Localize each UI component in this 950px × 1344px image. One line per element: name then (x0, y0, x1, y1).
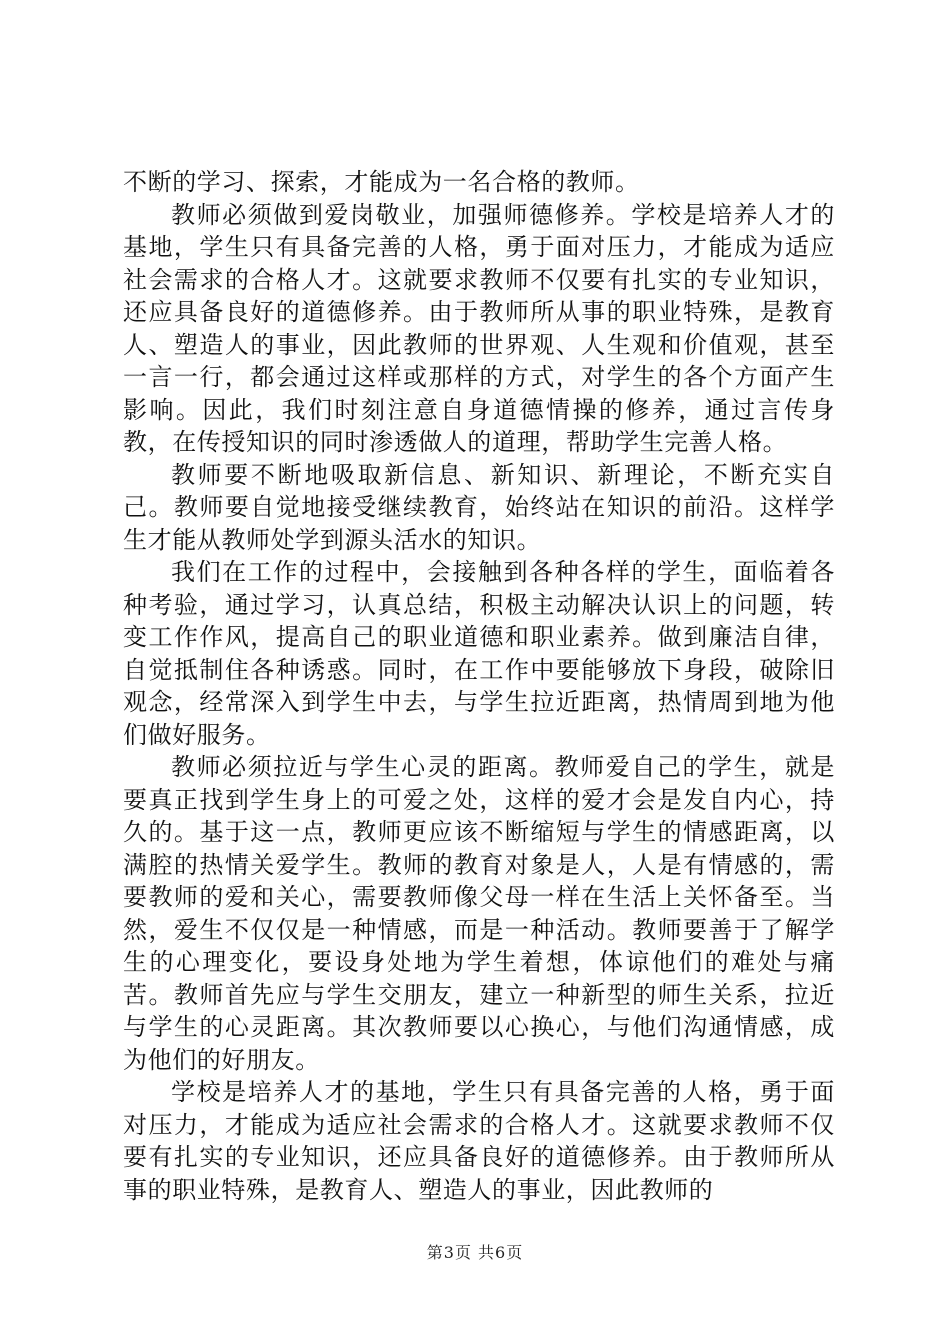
paragraph-continuous-learning: 教师要不断地吸取新信息、新知识、新理论，不断充实自己。教师要自觉地接受继续教育，始终站在知识的前沿。这样学生才能从教师处学到源头活水的知识。 (123, 460, 835, 554)
paragraph-continued: 不断的学习、探索，才能成为一名合格的教师。 (123, 168, 640, 196)
paragraph-school-base: 学校是培养人才的基地，学生只有具备完善的人格，勇于面对压力，才能成为适应社会需求的合格人才。这就要求教师不仅要有扎实的专业知识，还应具备良好的道德修养。由于教师所从事的职业特殊，是教育人、塑造人的事业，因此教师的 (123, 1078, 835, 1204)
paragraph-teacher-ethics: 教师必须做到爱岗敬业，加强师德修养。学校是培养人才的基地，学生只有具备完善的人格，勇于面对压力，才能成为适应社会需求的合格人才。这就要求教师不仅要有扎实的专业知识，还应具备良好的道德修养。由于教师所从事的职业特殊，是教育人、塑造人的事业，因此教师的世界观、人生观和价值观，甚至一言一行，都会通过这样或那样的方式，对学生的各个方面产生影响。因此，我们时刻注意自身道德情操的修养，通过言传身教，在传授知识的同时渗透做人的道理，帮助学生完善人格。 (123, 200, 835, 456)
paragraph-work-style: 我们在工作的过程中，会接触到各种各样的学生，面临着各种考验，通过学习，认真总结，积极主动解决认识上的问题，转变工作作风，提高自己的职业道德和职业素养。做到廉洁自律，自觉抵制住各种诱惑。同时，在工作中要能够放下身段，破除旧观念，经常深入到学生中去，与学生拉近距离，热情周到地为他们做好服务。 (123, 558, 835, 749)
page-number-footer: 第3页 共6页 (426, 1243, 524, 1262)
paragraph-student-distance: 教师必须拉近与学生心灵的距离。教师爱自己的学生，就是要真正找到学生身上的可爱之处，这样的爱才会是发自内心，持久的。基于这一点，教师更应该不断缩短与学生的情感距离，以满腔的热情关爱学生。教师的教育对象是人，人是有情感的，需要教师的爱和关心，需要教师像父母一样在生活上关怀备至。当然，爱生不仅仅是一种情感，而是一种活动。教师要善于了解学生的心理变化，要设身处地为学生着想，体谅他们的难处与痛苦。教师首先应与学生交朋友，建立一种新型的师生关系，拉近与学生的心灵距离。其次教师要以心换心，与他们沟通情感，成为他们的好朋友。 (123, 753, 835, 1074)
document-body (123, 166, 835, 1206)
